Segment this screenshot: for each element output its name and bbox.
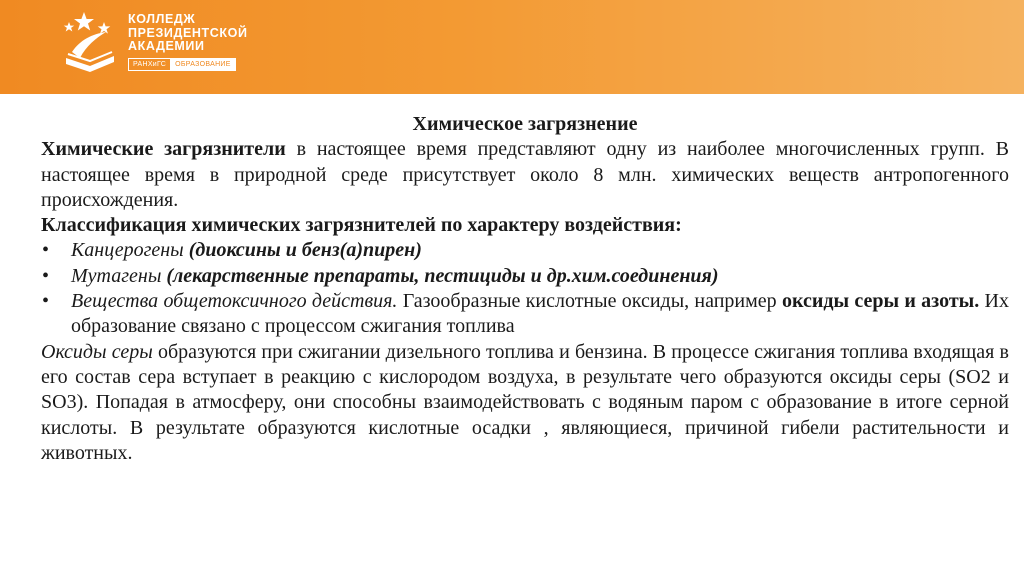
pollutant-list <box>41 238 1009 339</box>
list-item-toxic-substances <box>41 289 1009 340</box>
college-logo-icon <box>62 10 120 74</box>
item-bold-oxides: оксиды серы и азоты. <box>781 290 980 313</box>
ranepa-badge <box>128 58 236 71</box>
item-term: Вещества общетоксичного действия. <box>71 290 398 313</box>
college-name-line-1: КОЛЛЕДЖ <box>128 12 196 26</box>
header-bar <box>0 0 1024 94</box>
item-text-tail: Их образование связано с процессом сжигания топлива <box>71 290 1009 338</box>
intro-text: в настоящее время представляют одну из наиболее многочисленных групп. В настоящее время в природной среде присутствует около 8 млн. химических веществ антропогенного происхождения. <box>41 138 1010 211</box>
slide-content <box>41 112 1009 466</box>
item-examples: (диоксины и бенз(а)пирен) <box>188 239 422 262</box>
badge-ranepa-label: РАНХиГС <box>128 58 170 71</box>
badge-education-label: ОБРАЗОВАНИЕ <box>170 58 236 71</box>
college-name <box>128 13 248 54</box>
list-item-mutagens <box>41 264 1009 289</box>
intro-paragraph <box>41 137 1009 213</box>
sulfur-oxides-term: Оксиды серы <box>41 340 153 363</box>
list-item-carcinogens <box>41 238 1009 263</box>
sulfur-oxides-paragraph <box>41 340 1009 466</box>
item-term: Канцерогены <box>71 239 189 262</box>
classification-heading: Классификация химических загрязнителей по характеру воздействия: <box>41 214 682 237</box>
item-term: Мутагены <box>71 264 167 287</box>
college-name-line-2: ПРЕЗИДЕНТСКОЙ <box>128 25 248 40</box>
slide-title: Химическое загрязнение <box>412 113 638 135</box>
intro-bold-term: Химические загрязнители <box>41 138 286 161</box>
college-name-line-3: АКАДЕМИИ <box>128 39 205 53</box>
sulfur-oxides-text: образуются при сжигании дизельного топлива и бензина. В процессе сжигания топлива входящая в его состав сера вступает в реакцию с кислородом воздуха, в результате чего образуются оксиды серы (SO2 и SO3). Попадая в атмосферу, они способны взаимодействовать с водяным паром с образование в итоге серной кислоты. В результате образуются кислотные осадки , являющиеся, причиной гибели растительности и животных. <box>41 340 1009 464</box>
item-text: Газообразные кислотные оксиды, например <box>397 290 782 313</box>
item-examples: (лекарственные препараты, пестициды и др.хим.соединения) <box>166 264 719 287</box>
